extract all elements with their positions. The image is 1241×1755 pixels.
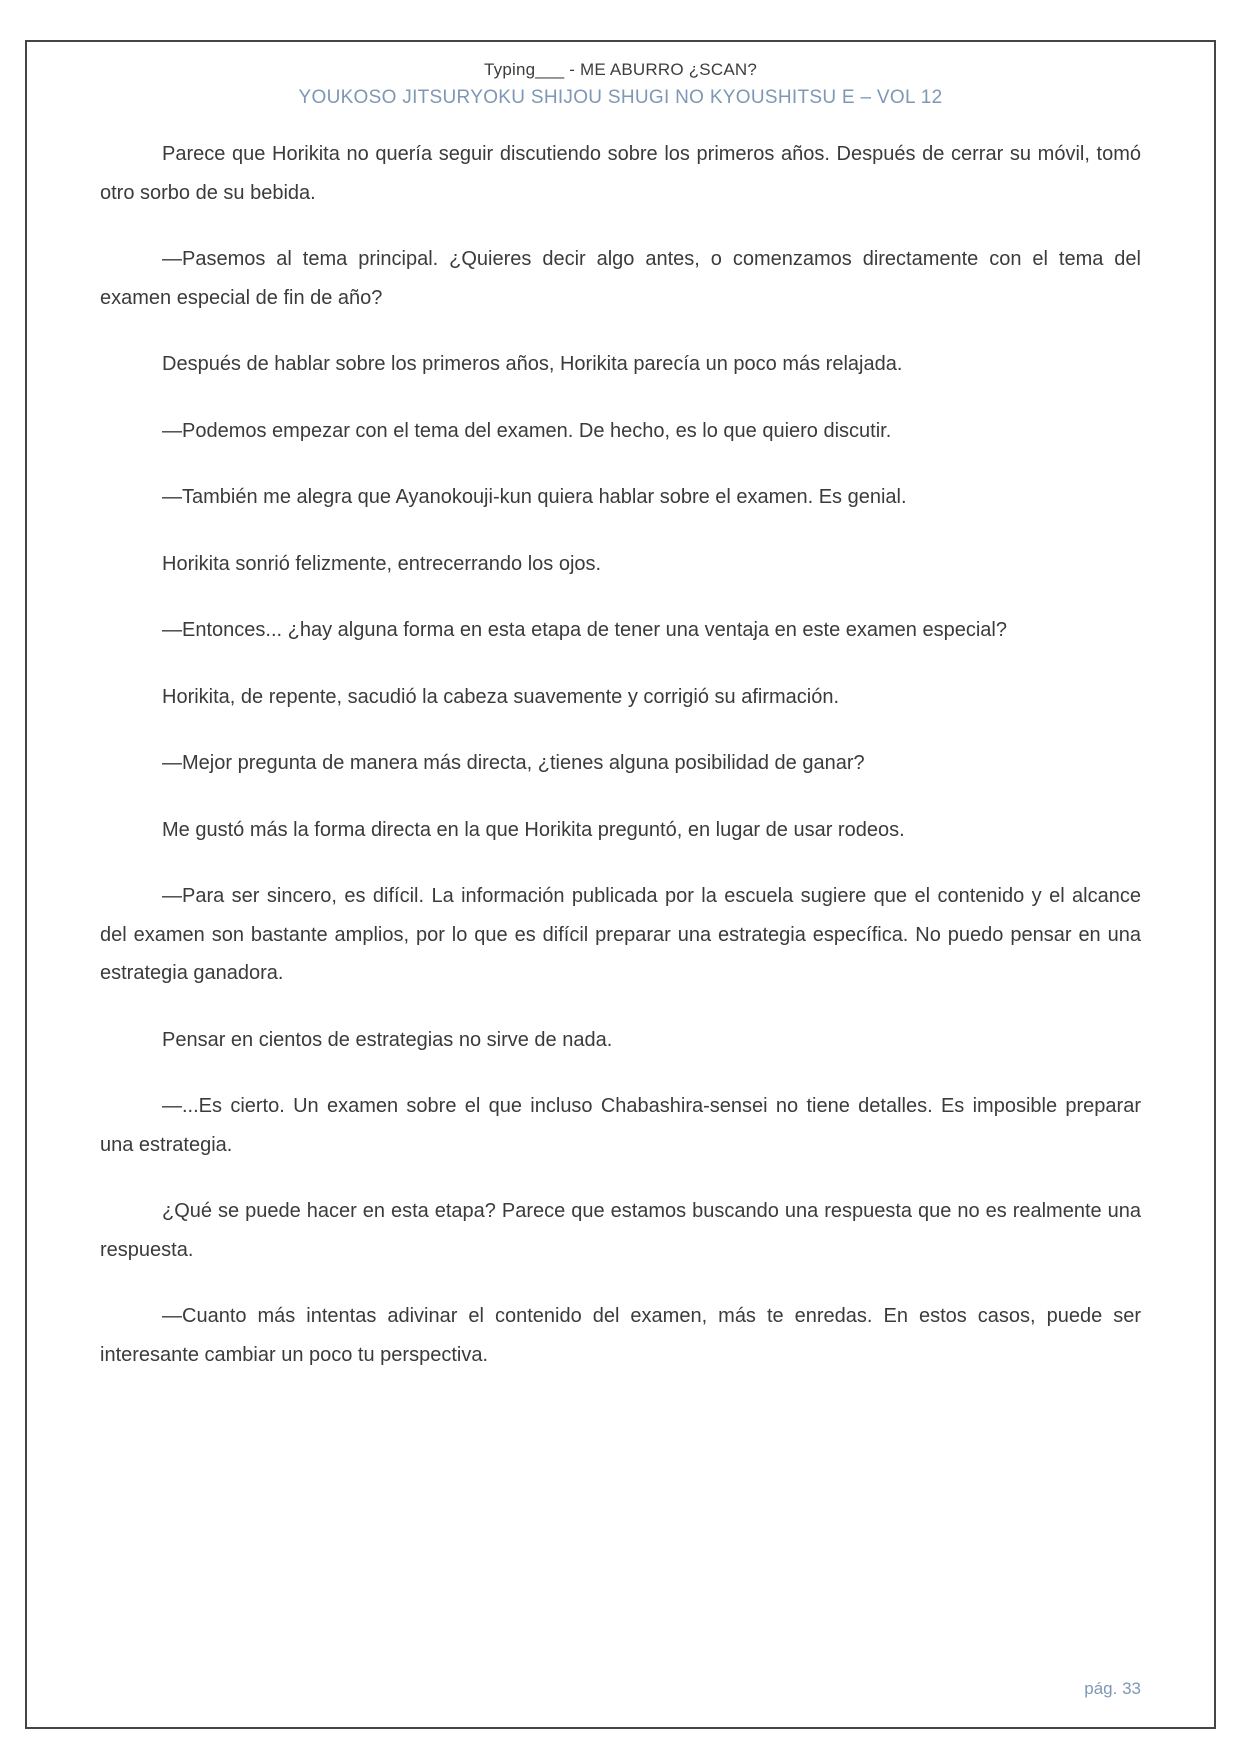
novel-text-body [100, 135, 1141, 1374]
page-number: pág. 33 [1084, 1679, 1141, 1698]
paragraph: —...Es cierto. Un examen sobre el que incluso Chabashira-sensei no tiene detalles. Es imposible preparar una estrategia. [100, 1095, 1141, 1156]
paragraph: —Podemos empezar con el tema del examen. De hecho, es lo que quiero discutir. [162, 419, 892, 442]
paragraph: —Entonces... ¿hay alguna forma en esta etapa de tener una ventaja en este examen especial? [162, 619, 1007, 641]
paragraph: —Cuanto más intentas adivinar el contenido del examen, más te enredas. En estos casos, puede ser interesante cambiar un poco tu perspectiva. [100, 1305, 1141, 1366]
page-border-frame [25, 40, 1216, 1729]
paragraph: —También me alegra que Ayanokouji-kun quiera hablar sobre el examen. Es genial. [162, 486, 907, 508]
page-header [27, 42, 1214, 109]
paragraph: ¿Qué se puede hacer en esta etapa? Parece que estamos buscando una respuesta que no es realmente una respuesta. [100, 1200, 1141, 1261]
paragraph: Pensar en cientos de estrategias no sirve de nada. [162, 1028, 613, 1051]
paragraph: Parece que Horikita no quería seguir discutiendo sobre los primeros años. Después de cerrar su móvil, tomó otro sorbo de su bebida. [100, 143, 1141, 204]
paragraph: —Pasemos al tema principal. ¿Quieres decir algo antes, o comenzamos directamente con el tema del examen especial de fin de año? [100, 248, 1141, 309]
header-volume-title: YOUKOSO JITSURYOKU SHIJOU SHUGI NO KYOUSHITSU E – VOL 12 [298, 87, 943, 108]
header-scan-credit: Typing___ - ME ABURRO ¿SCAN? [484, 60, 757, 79]
paragraph: Me gustó más la forma directa en la que Horikita preguntó, en lugar de usar rodeos. [162, 818, 905, 841]
paragraph: Después de hablar sobre los primeros años, Horikita parecía un poco más relajada. [162, 353, 903, 375]
paragraph: —Mejor pregunta de manera más directa, ¿tienes alguna posibilidad de ganar? [162, 752, 865, 774]
paragraph: —Para ser sincero, es difícil. La información publicada por la escuela sugiere que el contenido y el alcance del examen son bastante amplios, por lo que es difícil preparar una estrategia específica. No puedo pensar en una estrategia ganadora. [100, 885, 1141, 984]
paragraph: Horikita sonrió felizmente, entrecerrando los ojos. [162, 552, 602, 575]
paragraph: Horikita, de repente, sacudió la cabeza suavemente y corrigió su afirmación. [162, 685, 840, 708]
